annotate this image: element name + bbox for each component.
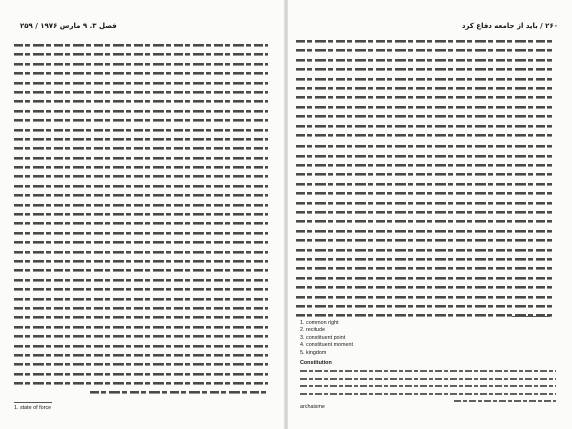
footnote-6-term: Constitution bbox=[300, 360, 332, 367]
footnotes bbox=[300, 320, 556, 412]
footnote-divider bbox=[512, 316, 550, 317]
body-text bbox=[296, 36, 554, 320]
footnote-2: 2. recitude bbox=[300, 327, 326, 334]
footnote-5: 5. kingdom bbox=[300, 349, 327, 356]
footnote-7: archaisme bbox=[300, 404, 325, 411]
footnote-1: 1. common right bbox=[300, 320, 339, 326]
footnote-3: 3. constituent point bbox=[300, 334, 346, 341]
footnote-1: 1. state of force bbox=[14, 405, 52, 411]
footnote-divider bbox=[14, 402, 52, 403]
footnote-4: 4. constituent moment bbox=[300, 342, 354, 349]
footnotes bbox=[14, 405, 264, 412]
left-page bbox=[0, 0, 284, 429]
footnote-6 bbox=[300, 360, 556, 404]
running-head: ۲۶۰ / باید از جامعه دفاع کرد bbox=[461, 22, 558, 30]
running-head: فصل ۳. ۹ مارس ۱۹۷۶ / ۲۵۹ bbox=[20, 22, 117, 30]
body-text bbox=[14, 40, 268, 397]
right-page bbox=[288, 0, 572, 429]
